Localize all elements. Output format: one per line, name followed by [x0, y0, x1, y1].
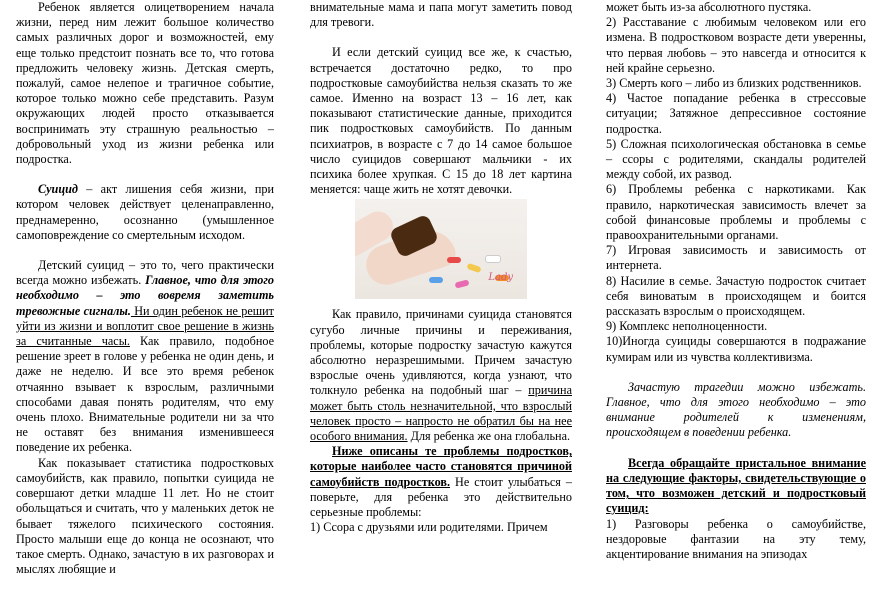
problem-item-6: 6) Проблемы ребенка с наркотиками. Как правило, наркотическая зависимость влечет за собой финансовые проблемы и проблемы с правоохранительными органами. [606, 182, 866, 243]
prevention-note: Зачастую трагедии можно избежать. Главное, что для этого необходимо – это внимание родителей к изменениям, происходящем в поведении ребенка. [606, 379, 866, 440]
intro-paragraph: Ребенок является олицетворением начала жизни, перед ним лежит большое количество самых различных дорог и возможностей, ему еще только предстоит познать все то, что готова предложить человеку жизнь. Детская смерть, пожалуй, самое нелепое и трагичное событие, которое только можно себе представить. Разум окружающих людей просто отказывается воспринимать эту страшную реальностью – добровольный уход из жизни ребенка или подростка. [16, 0, 274, 167]
continuation-paragraph: внимательные мама и папа могут заметить повод для тревоги. [310, 0, 572, 30]
problem-item-9: 9) Комплекс неполноценности. [606, 319, 768, 334]
problems-intro: Ниже описаны те проблемы подростков, которые наиболее часто становятся причиной самоубийств подростков. Не стоит улыбаться – поверьте, для ребенка это действительно серьезные проблемы: [310, 444, 573, 520]
main-warning: Главное, что для этого необходимо – это вовремя заметить тревожные сигналы. [16, 273, 274, 318]
problem-item-1-continued: может быть из-за абсолютного пустяка. [606, 0, 812, 14]
photo-watermark-logo: Lady [488, 272, 513, 284]
problem-item-2: 2) Расставание с любимым человеком или его измена. В подростковом возрасте дети уверенны, что первая любовь – это навсегда и относится к ней крайне серьезно. [606, 15, 866, 75]
problem-item-5: 5) Сложная психологическая обстановка в семье – ссоры с родителями, скандалы родителей между собой, их развод. [606, 136, 866, 182]
problem-item-10: 10)Иногда суициды совершаются в подражание кумирам или из чувства коллективизма. [606, 334, 866, 364]
underlined-cause: причина может быть столь незначительной, что взрослый человек просто – напросто не обратил бы на нее особого внимания. [310, 383, 572, 444]
causes-paragraph: Как правило, причинами суицида становятся сугубо личные причины и переживания, проблемы, которые подростку зачастую кажутся абсолютно неразрешимыми. Причем зачастую взрослые очень удивляются, когда узнают, что толкнуло ребенка на подобный шаг – причина может быть столь незначительной, что взрослый человек просто – напросто не обратил бы на нее особого внимания. Для ребенка же она глобальна. [310, 307, 572, 444]
problem-item-8: 8) Насилие в семье. Зачастую подросток считает себя виноватым в происходящем и боится рассказать взрослым о происходящем. [606, 273, 866, 319]
underlined-statement: Ни один ребенок не решит уйти из жизни и воплотит свое решение в жизнь за считанные часы. [16, 303, 274, 349]
problem-item-1: 1) Ссора с друзьями или родителями. Причем [310, 520, 548, 535]
problem-item-3: 3) Смерть кого – либо из близких родственников. [606, 76, 862, 91]
column-2 [310, 0, 572, 535]
column-1 [16, 0, 274, 577]
teen-statistics-paragraph: И если детский суицид все же, к счастью, встречается достаточно редко, то про подростковые самоубийства нельзя сказать то же самое. Именно на возраст 13 – 16 лет, как показывают статистические данные, приходится пик подростковых самоубийств. По данным психиатров, в возрасте с 7 до 14 самое большое число суицидов совершают мальчики - их психика более хрупкая. С 15 до 18 лет картина меняется: чаще жить не хотят девочки. [310, 45, 572, 197]
factor-item-1: 1) Разговоры ребенка о самоубийстве, нездоровые фантазии на эту тему, акцентирование внимания на эпизодах [606, 516, 866, 561]
problem-item-4: 4) Частое попадание ребенка в стрессовые ситуации; Затяжное депрессивное состояние подростка. [606, 91, 866, 136]
problem-item-7: 7) Игровая зависимость и зависимость от интернета. [606, 243, 866, 273]
term-suicide: Суицид [38, 182, 78, 197]
child-suicide-paragraph: Детский суицид – это то, чего практически всегда можно избежать. Главное, что для этого необходимо – это вовремя заметить тревожные сигналы. Ни один ребенок не решит уйти из жизни и воплотит свое решение в жизнь за считанные часы. Как правило, подобное решение зреет в голове у ребенка не один день, и даже не неделю. И все это время ребенок отчаянно взывает к взрослым, различными способами давая понять родителям, что ему очень плохо. Внимательные родители ни за что не оставят без внимания изменившееся поведение их ребенка. [16, 258, 274, 455]
statistics-paragraph: Как показывает статистика подростковых самоубийств, как правило, попытки суицида не совершают детки младше 11 лет. Но не стоит обольщаться и считать, что у маленьких деток не бывает тяжелого психического состояния. Просто малыши еще до конца не осознают, что такое смерть. Однако, зачастую в их разговорах и мыслях любящие и [16, 455, 274, 577]
suicide-definition: Суицид – акт лишения себя жизни, при котором человек действует целенаправленно, преднамеренно, осознанно (умышленное самоповреждение со смертельным исходом. [16, 182, 274, 242]
problems-heading: Ниже описаны те проблемы подростков, которые наиболее часто становятся причиной самоубийств подростков. [310, 444, 572, 489]
pills-hand-photo [355, 199, 527, 299]
factors-heading: Всегда обращайте пристальное внимание на следующие факторы, свидетельствующие о том, что возможен детский и подростковый суицид: [606, 455, 866, 516]
column-3 [606, 0, 866, 562]
